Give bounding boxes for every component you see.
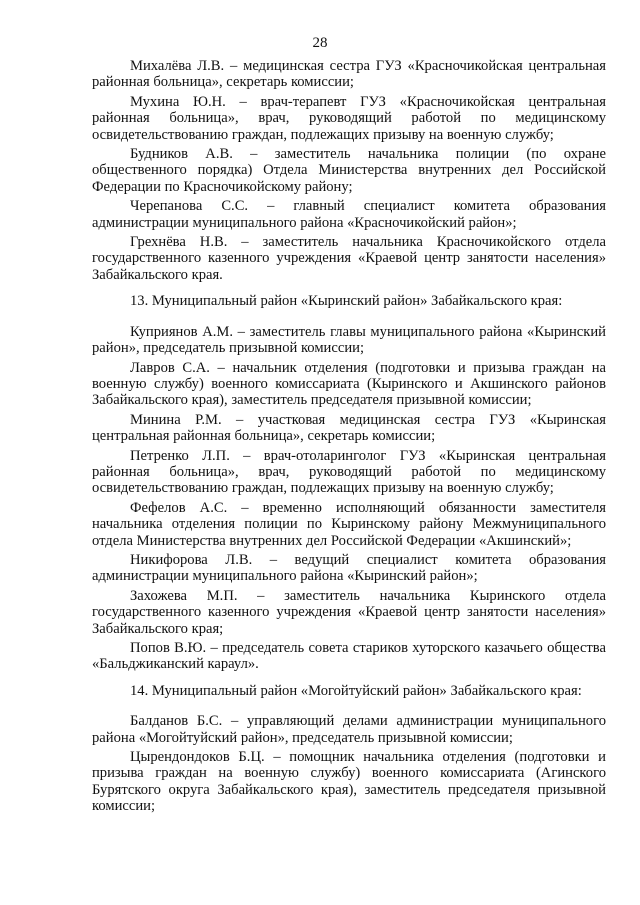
list-item: Захожева М.П. – заместитель начальника Кыринского отдела государственного казенного учреждения «Краевой центр занятости населения» Забайкальского края; (92, 587, 606, 637)
list-item: Мухина Ю.Н. – врач-терапевт ГУЗ «Красночикойская центральная районная больница», врач, руководящий работой по медицинскому освидетельствованию граждан, подлежащих призыву на военную службу; (92, 93, 606, 143)
list-item: Петренко Л.П. – врач-отоларинголог ГУЗ «Кыринская центральная районная больница», врач, руководящий работой по медицинскому освидетельствованию граждан, подлежащих призыву на военную службу; (92, 447, 606, 497)
list-item: Черепанова С.С. – главный специалист комитета образования администрации муниципального района «Красночикойский район»; (92, 198, 606, 231)
section-heading-13: 13. Муниципальный район «Кыринский район» Забайкальского края: (130, 293, 563, 310)
list-item: Минина Р.М. – участковая медицинская сестра ГУЗ «Кыринская центральная районная больница», секретарь комиссии; (92, 411, 606, 445)
commission-list-mogoytuy (92, 713, 606, 814)
list-item: Никифорова Л.В. – ведущий специалист комитета образования администрации муниципального района «Кыринский район»; (92, 551, 606, 585)
list-item: Михалёва Л.В. – медицинская сестра ГУЗ «Красночикойская центральная районная больница», секретарь комиссии; (92, 58, 606, 91)
section-heading-14: 14. Муниципальный район «Могойтуйский район» Забайкальского края: (130, 682, 582, 699)
list-item: Попов В.Ю. – председатель совета стариков хуторского казачьего общества «Бальджиканский караул». (92, 640, 606, 673)
commission-list-krasnochikoy (92, 58, 606, 283)
list-item: Лавров С.А. – начальник отделения (подготовки и призыва граждан на военную службу) военного комиссариата (Кыринского и Акшинского районов Забайкальского края), заместитель председателя призывной комиссии; (92, 359, 606, 409)
page-number: 28 (312, 35, 328, 51)
list-item: Балданов Б.С. – управляющий делами администрации муниципального района «Могойтуйский район», председатель призывной комиссии; (92, 713, 606, 746)
list-item: Цырендондоков Б.Ц. – помощник начальника отделения (подготовки и призыва граждан на военную службу) военного комиссариата (Агинского Бурятского округа Забайкальского края), заместитель председателя призывной комиссии; (92, 749, 606, 815)
list-item: Грехнёва Н.В. – заместитель начальника Красночикойского отдела государственного казенного учреждения «Краевой центр занятости населения» Забайкальского края. (92, 234, 606, 283)
list-item: Будников А.В. – заместитель начальника полиции (по охране общественного порядка) Отдела Министерства внутренних дел Российской Федерации по Красночикойскому району; (92, 146, 606, 195)
commission-list-kyrinsky (92, 324, 606, 673)
page-content (92, 58, 606, 818)
list-item: Фефелов А.С. – временно исполняющий обязанности заместителя начальника отделения полиции по Кыринскому району Межмуниципального отдела Министерства внутренних дел Российской Федерации «Акшинский»; (92, 499, 606, 549)
list-item: Куприянов А.М. – заместитель главы муниципального района «Кыринский район», председатель призывной комиссии; (92, 323, 606, 357)
